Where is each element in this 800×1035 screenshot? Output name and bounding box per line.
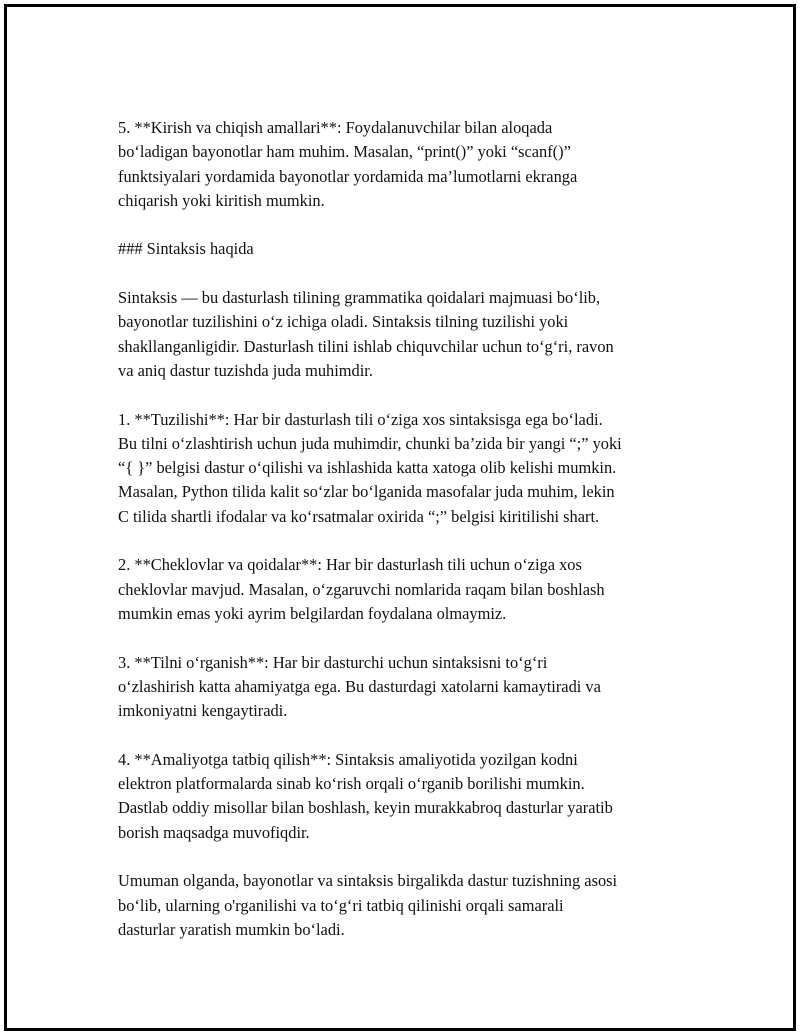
paragraph-amaliyot: 4. **Amaliyotga tatbiq qilish**: Sintaksis amaliyotida yozilgan kodni elektron platformalarda sinab ko‘rish orqali o‘rganib borilishi mumkin. Dastlab oddiy misollar bilan boshlash, keyin murakkabroq dasturlar yaratib borish maqsadga muvofiqdir. xyxy=(118,749,613,842)
paragraph-cheklovlar: 2. **Cheklovlar va qoidalar**: Har bir dasturlash tili uchun o‘ziga xos cheklovlar mavjud. Masalan, o‘zgaruvchi nomlarida raqam bilan boshlash mumkin emas yoki ayrim belgilardan foydalana olmaymiz. xyxy=(118,555,605,623)
paragraph-sintaksis-intro: Sintaksis — bu dasturlash tilining grammatika qoidalari majmuasi bo‘lib, bayonotlar tuzilishini o‘z ichiga oladi. Sintaksis tilning tuzilishi yoki shakllanganligidir. Dasturlash tilini ishlab chiquvchilar uchun to‘g‘ri, ravon va aniq dastur tuzishda juda muhimdir. xyxy=(118,288,614,380)
document-body xyxy=(118,116,698,942)
paragraph-tuzilishi: 1. **Tuzilishi**: Har bir dasturlash tili o‘ziga xos sintaksisga ega bo‘ladi. Bu tilni o‘zlashtirish uchun juda muhimdir, chunki ba’zida bir yangi “;” yoki “{ }” belgisi dastur o‘qilishi va ishlashida katta xatoga olib kelishi mumkin. Masalan, Python tilida kalit so‘zlar bo‘lganida masofalar juda muhim, lekin C tilida shartli ifodalar va ko‘rsatmalar oxirida “;” belgisi kiritilishi shart. xyxy=(118,409,622,526)
paragraph-input-output: 5. **Kirish va chiqish amallari**: Foydalanuvchilar bilan aloqada bo‘ladigan bayonotlar ham muhim. Masalan, “print()” yoki “scanf()” funktsiyalari yordamida bayonotlar yordamida ma’lumotlarni ekranga chiqarish yoki kiritish mumkin. xyxy=(118,118,578,210)
heading-sintaksis: ### Sintaksis haqida xyxy=(118,239,254,259)
paragraph-tilni-organish: 3. **Tilni o‘rganish**: Har bir dasturchi uchun sintaksisni to‘g‘ri o‘zlashirish katta ahamiyatga ega. Bu dasturdagi xatolarni kamaytiradi va imkoniyatni kengaytiradi. xyxy=(118,652,601,721)
paragraph-conclusion: Umuman olganda, bayonotlar va sintaksis birgalikda dastur tuzishning asosi bo‘lib, ularning o'rganilishi va to‘g‘ri tatbiq qilinishi orqali samarali dasturlar yaratish mumkin bo‘ladi. xyxy=(118,871,618,939)
